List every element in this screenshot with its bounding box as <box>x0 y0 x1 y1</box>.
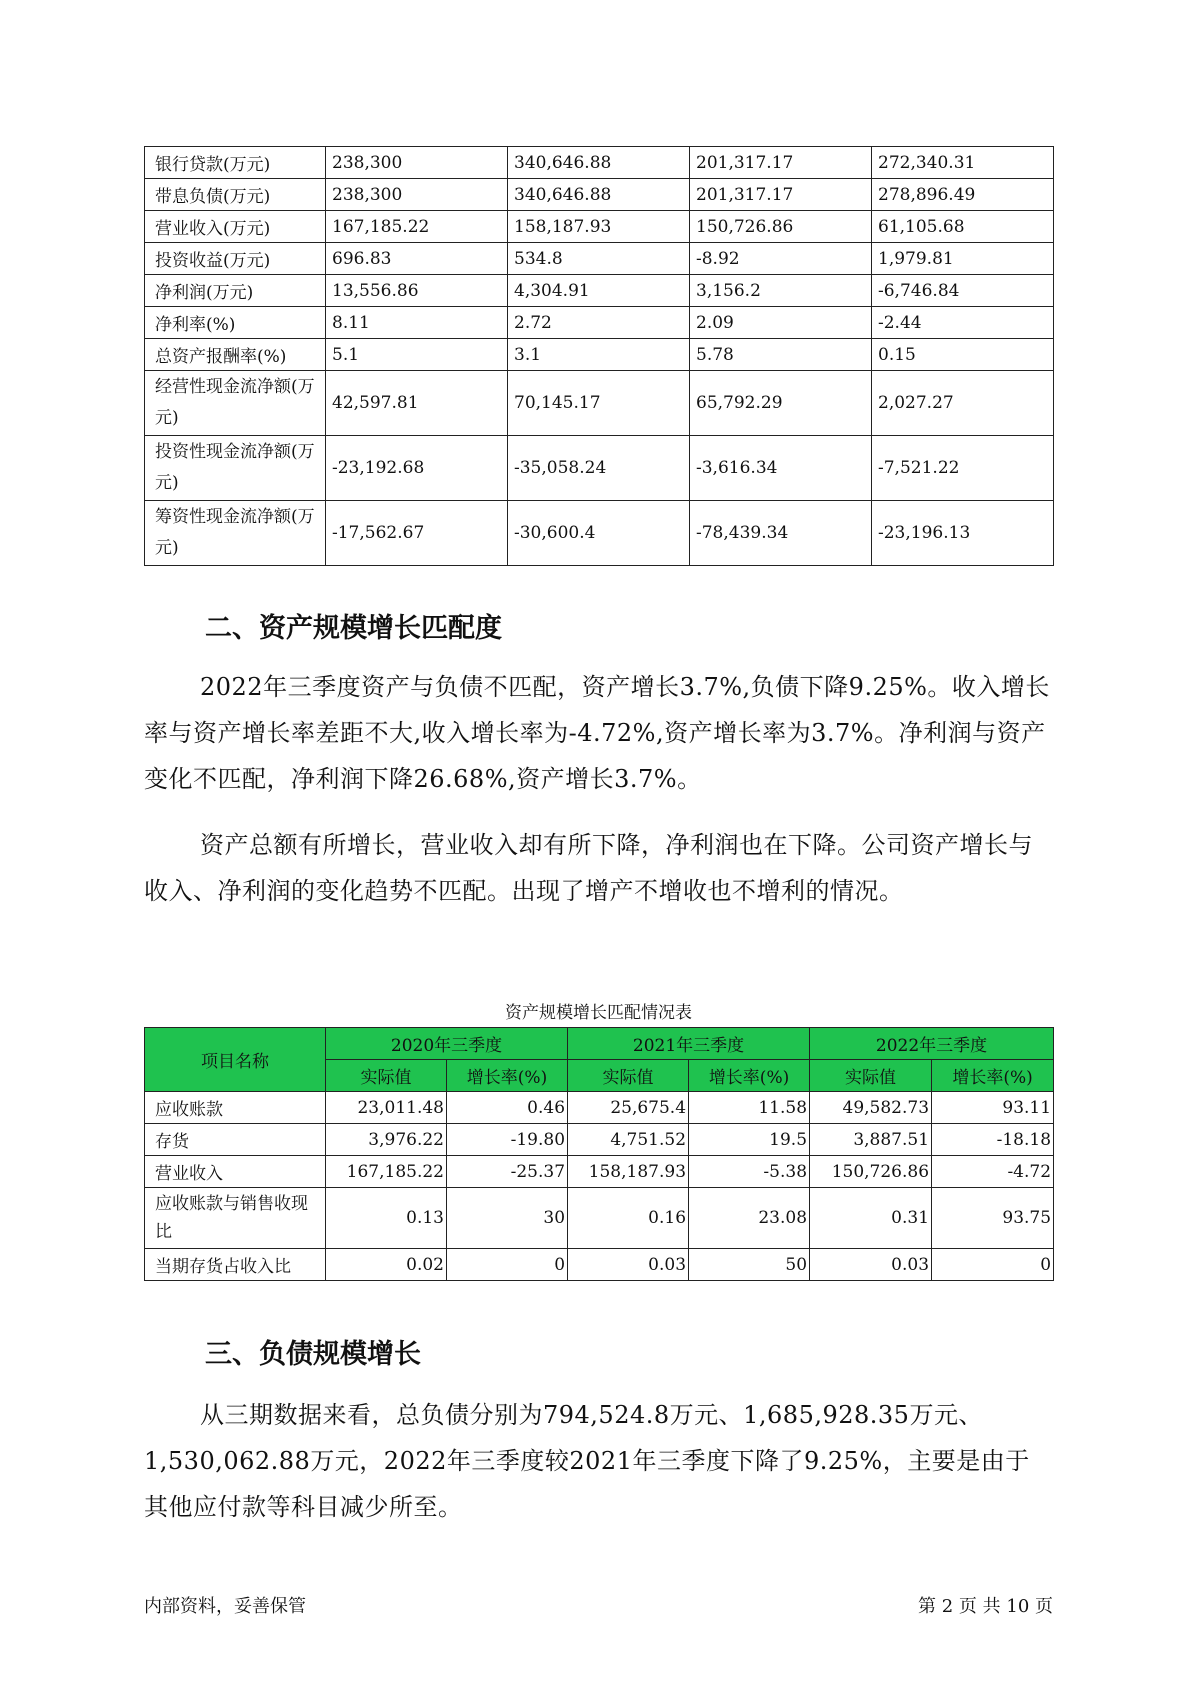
table-cell: 201,317.17 <box>690 147 872 179</box>
item-header: 项目名称 <box>145 1028 326 1092</box>
table-cell: 23,011.48 <box>326 1092 447 1124</box>
table-cell: 2.09 <box>690 307 872 339</box>
table-cell: 2.72 <box>508 307 690 339</box>
table-row <box>145 501 1054 566</box>
row-label: 带息负债(万元) <box>145 179 326 211</box>
table-row <box>145 307 1054 339</box>
table-cell: 93.11 <box>932 1092 1054 1124</box>
period-header: 2022年三季度 <box>810 1028 1054 1060</box>
table-row <box>145 243 1054 275</box>
table-cell: 61,105.68 <box>872 211 1054 243</box>
table-cell: 0 <box>447 1249 568 1281</box>
table-cell: 0.02 <box>326 1249 447 1281</box>
row-label: 筹资性现金流净额(万元) <box>145 501 326 566</box>
table-cell: 30 <box>447 1188 568 1249</box>
paragraph: 从三期数据来看，总负债分别为794,524.8万元、1,685,928.35万元、1,530,062.88万元，2022年三季度较2021年三季度下降了9.25%，主要是由于其他应付款等科目减少所至。 <box>144 1401 1030 1521</box>
section-heading: 三、负债规模增长 <box>205 1339 421 1370</box>
table-cell: 1,979.81 <box>872 243 1054 275</box>
actual-header: 实际值 <box>568 1060 689 1092</box>
table-row <box>145 1156 1054 1188</box>
table-row <box>145 275 1054 307</box>
period-header: 2020年三季度 <box>326 1028 568 1060</box>
table-cell: -3,616.34 <box>690 436 872 501</box>
period-header: 2021年三季度 <box>568 1028 810 1060</box>
table-cell: 23.08 <box>689 1188 810 1249</box>
financial-indicators-table <box>144 146 1054 566</box>
growth-header: 增长率(%) <box>689 1060 810 1092</box>
paragraph: 2022年三季度资产与负债不匹配，资产增长3.7%,负债下降9.25%。收入增长率与资产增长率差距不大,收入增长率为-4.72%,资产增长率为3.7%。净利润与资产变化不匹配，净利润下降26.68%,资产增长3.7%。 <box>144 673 1050 793</box>
table-cell: 534.8 <box>508 243 690 275</box>
table-cell: -78,439.34 <box>690 501 872 566</box>
row-label: 应收账款 <box>145 1092 326 1124</box>
growth-header: 增长率(%) <box>447 1060 568 1092</box>
table-row <box>145 1092 1054 1124</box>
table-cell: 8.11 <box>326 307 508 339</box>
table-cell: 340,646.88 <box>508 147 690 179</box>
table-cell: 278,896.49 <box>872 179 1054 211</box>
table-row <box>145 371 1054 436</box>
table-cell: 49,582.73 <box>810 1092 932 1124</box>
table-cell: 158,187.93 <box>508 211 690 243</box>
table-cell: -6,746.84 <box>872 275 1054 307</box>
table-cell: -25.37 <box>447 1156 568 1188</box>
table-row <box>145 179 1054 211</box>
table-row <box>145 339 1054 371</box>
asset-growth-match-table <box>144 1027 1054 1281</box>
actual-header: 实际值 <box>326 1060 447 1092</box>
table-cell: 93.75 <box>932 1188 1054 1249</box>
row-label: 银行贷款(万元) <box>145 147 326 179</box>
table-cell: -5.38 <box>689 1156 810 1188</box>
section-heading: 二、资产规模增长匹配度 <box>205 613 502 644</box>
table-cell: 340,646.88 <box>508 179 690 211</box>
table-cell: 5.1 <box>326 339 508 371</box>
table-row <box>145 1249 1054 1281</box>
row-label: 净利率(%) <box>145 307 326 339</box>
table-cell: -30,600.4 <box>508 501 690 566</box>
table-cell: 25,675.4 <box>568 1092 689 1124</box>
row-label: 净利润(万元) <box>145 275 326 307</box>
table-cell: 70,145.17 <box>508 371 690 436</box>
table-cell: 167,185.22 <box>326 211 508 243</box>
table-cell: 2,027.27 <box>872 371 1054 436</box>
table-cell: 272,340.31 <box>872 147 1054 179</box>
table-cell: 0.46 <box>447 1092 568 1124</box>
actual-header: 实际值 <box>810 1060 932 1092</box>
table-cell: 4,304.91 <box>508 275 690 307</box>
table-cell: 238,300 <box>326 179 508 211</box>
table-cell: -17,562.67 <box>326 501 508 566</box>
row-label: 营业收入(万元) <box>145 211 326 243</box>
table-cell: 42,597.81 <box>326 371 508 436</box>
table-cell: 3,156.2 <box>690 275 872 307</box>
table-cell: 0 <box>932 1249 1054 1281</box>
table-row <box>145 1188 1054 1249</box>
table-cell: -7,521.22 <box>872 436 1054 501</box>
growth-header: 增长率(%) <box>932 1060 1054 1092</box>
table-cell: -19.80 <box>447 1124 568 1156</box>
table-cell: 0.15 <box>872 339 1054 371</box>
table-cell: 3.1 <box>508 339 690 371</box>
table-cell: 167,185.22 <box>326 1156 447 1188</box>
table-row <box>145 436 1054 501</box>
table-cell: 3,976.22 <box>326 1124 447 1156</box>
table-cell: 11.58 <box>689 1092 810 1124</box>
table-cell: 238,300 <box>326 147 508 179</box>
row-label: 营业收入 <box>145 1156 326 1188</box>
table-cell: 158,187.93 <box>568 1156 689 1188</box>
table-cell: 19.5 <box>689 1124 810 1156</box>
table-cell: -18.18 <box>932 1124 1054 1156</box>
table-cell: 13,556.86 <box>326 275 508 307</box>
page-number: 第 2 页 共 10 页 <box>918 1596 1053 1617</box>
table-cell: 201,317.17 <box>690 179 872 211</box>
row-label: 当期存货占收入比 <box>145 1249 326 1281</box>
table-caption: 资产规模增长匹配情况表 <box>505 1003 692 1023</box>
row-label: 应收账款与销售收现比 <box>145 1188 326 1249</box>
table-cell: 65,792.29 <box>690 371 872 436</box>
table-cell: -35,058.24 <box>508 436 690 501</box>
table-cell: 0.31 <box>810 1188 932 1249</box>
table-cell: 0.03 <box>810 1249 932 1281</box>
table-row <box>145 211 1054 243</box>
table-cell: 4,751.52 <box>568 1124 689 1156</box>
table-cell: -4.72 <box>932 1156 1054 1188</box>
table-cell: -23,196.13 <box>872 501 1054 566</box>
footer-confidential-note: 内部资料，妥善保管 <box>144 1596 306 1617</box>
table-cell: 5.78 <box>690 339 872 371</box>
row-label: 经营性现金流净额(万元) <box>145 371 326 436</box>
table-cell: 696.83 <box>326 243 508 275</box>
row-label: 投资性现金流净额(万元) <box>145 436 326 501</box>
table-cell: -23,192.68 <box>326 436 508 501</box>
table-cell: 150,726.86 <box>810 1156 932 1188</box>
row-label: 投资收益(万元) <box>145 243 326 275</box>
row-label: 存货 <box>145 1124 326 1156</box>
row-label: 总资产报酬率(%) <box>145 339 326 371</box>
table-cell: 150,726.86 <box>690 211 872 243</box>
table-row <box>145 1124 1054 1156</box>
table-cell: 3,887.51 <box>810 1124 932 1156</box>
table-cell: 0.13 <box>326 1188 447 1249</box>
table-cell: -8.92 <box>690 243 872 275</box>
table-cell: -2.44 <box>872 307 1054 339</box>
table-row <box>145 147 1054 179</box>
table-cell: 0.03 <box>568 1249 689 1281</box>
table-cell: 50 <box>689 1249 810 1281</box>
paragraph: 资产总额有所增长，营业收入却有所下降，净利润也在下降。公司资产增长与收入、净利润的变化趋势不匹配。出现了增产不增收也不增利的情况。 <box>144 831 1033 905</box>
header-row <box>145 1028 1054 1060</box>
table-cell: 0.16 <box>568 1188 689 1249</box>
